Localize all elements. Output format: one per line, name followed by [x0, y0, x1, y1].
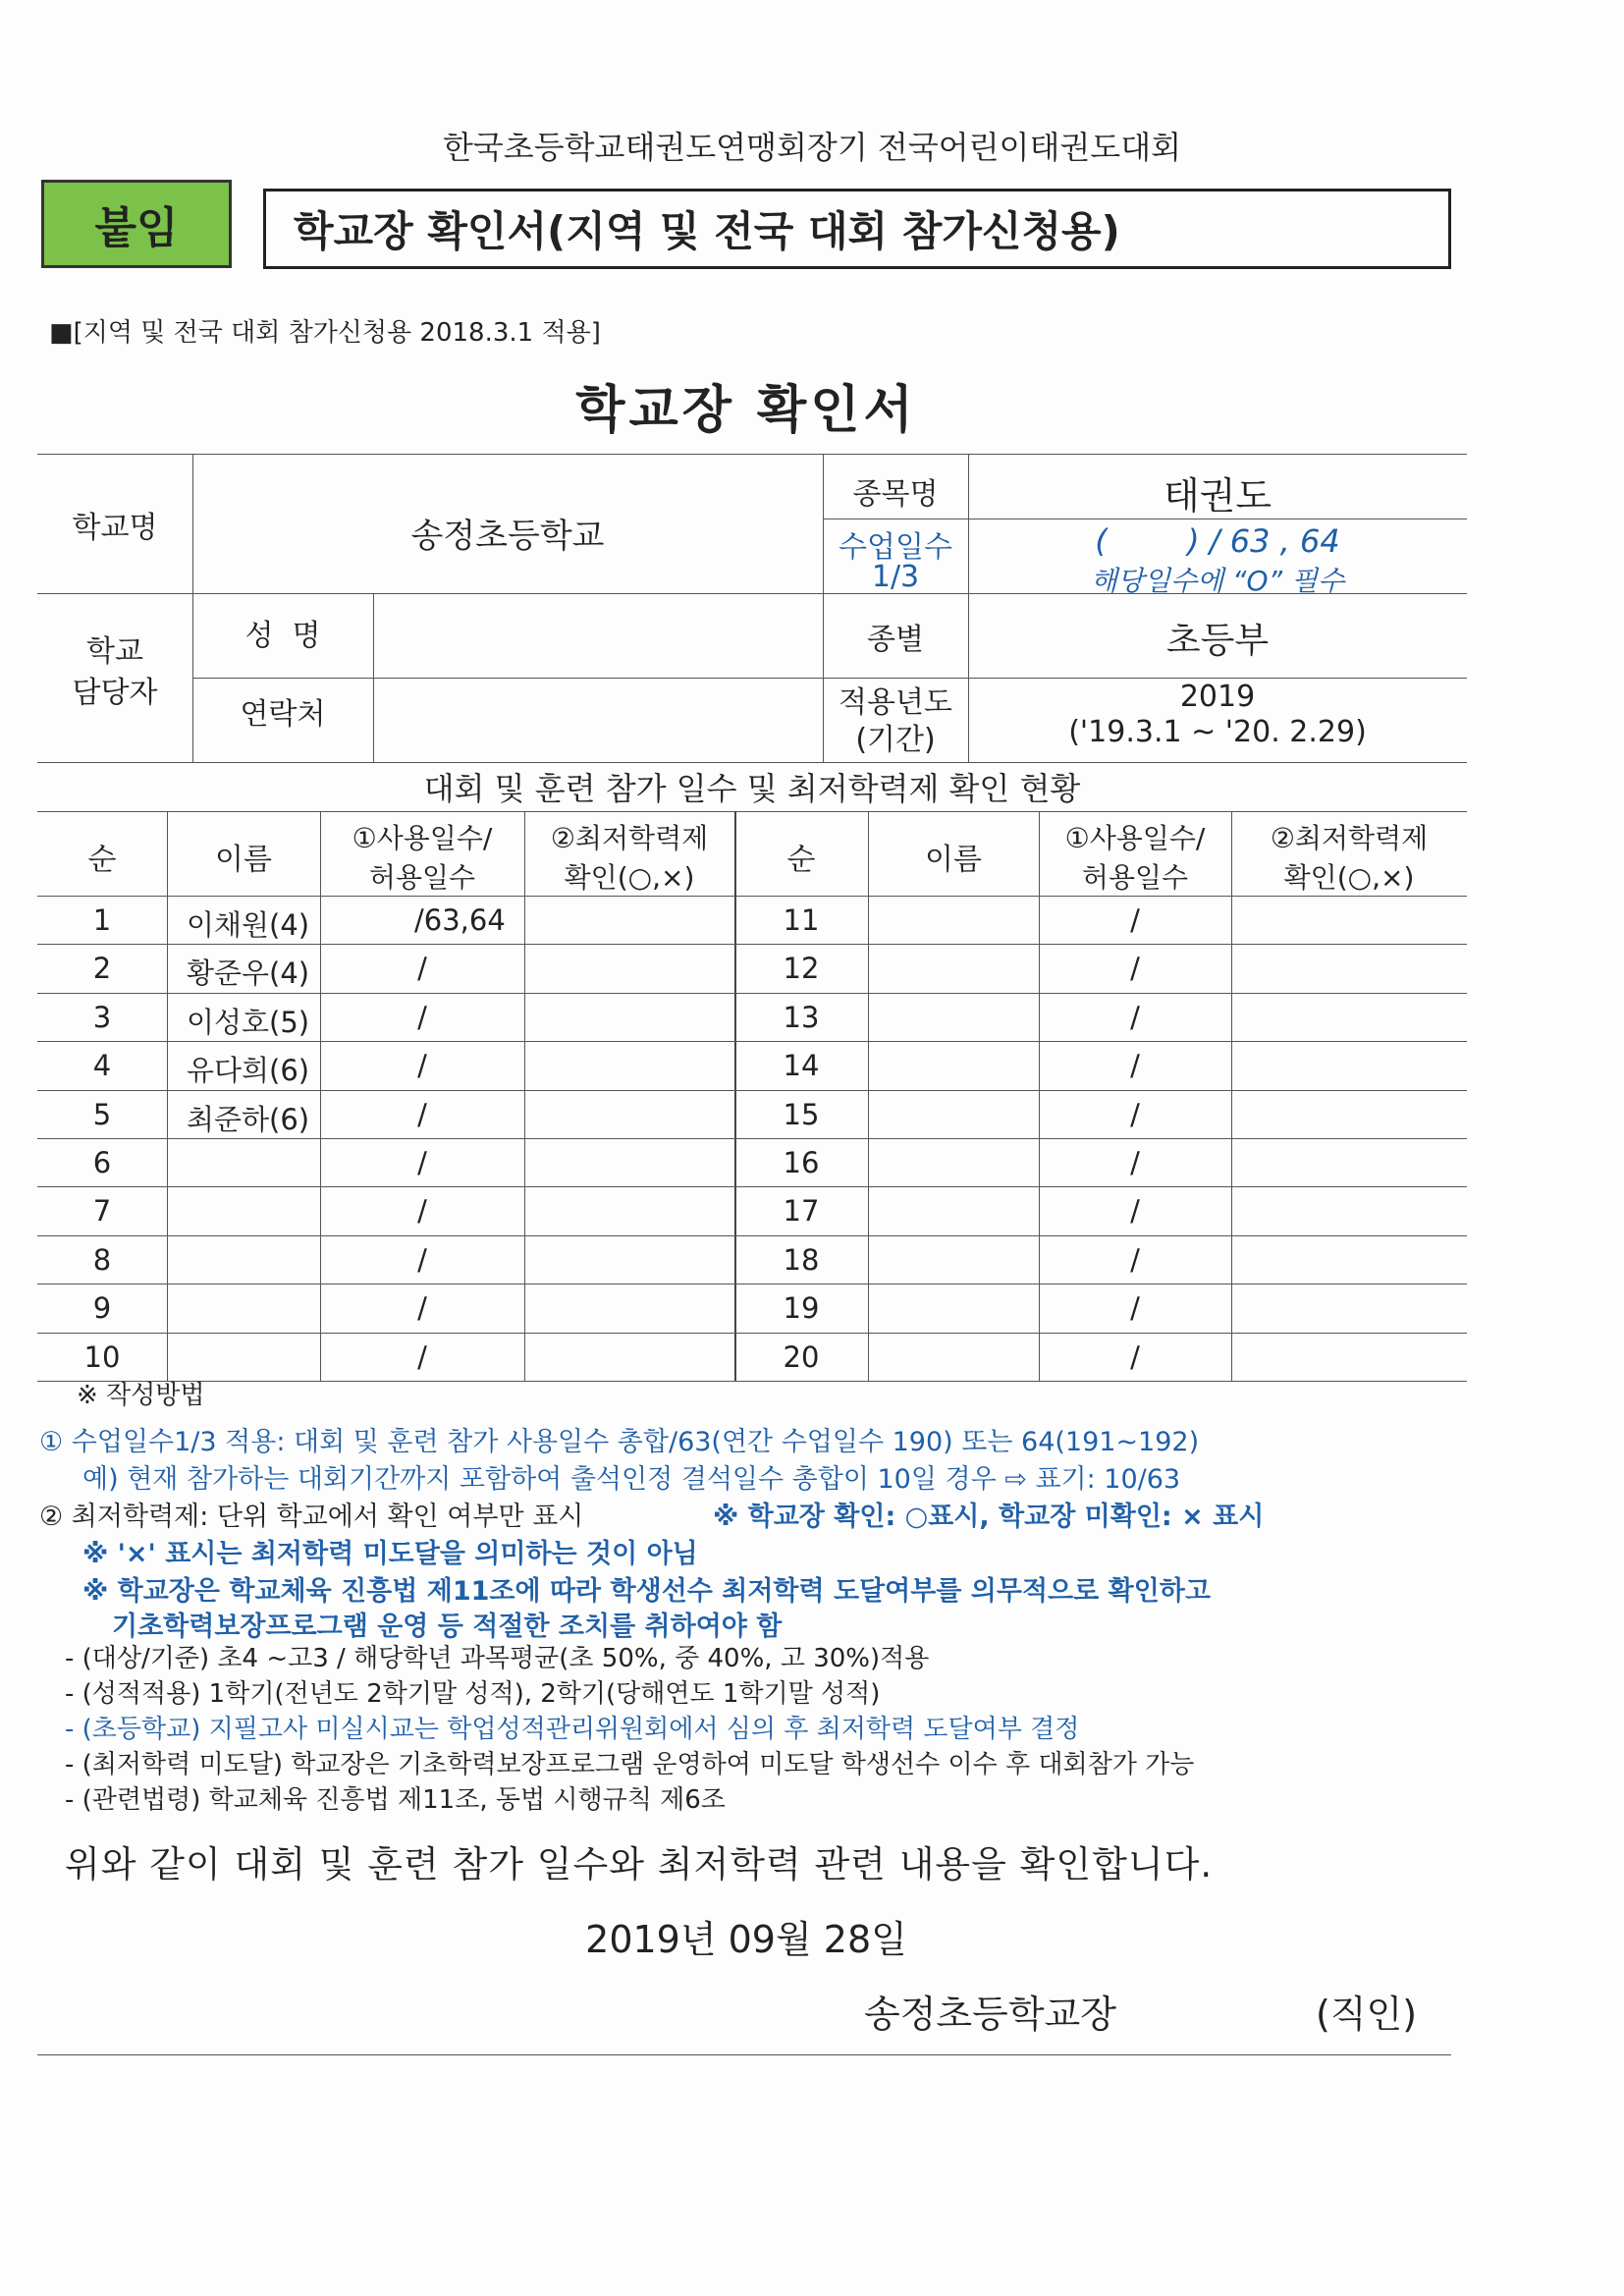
row-3-name[interactable]: 이성호(5) [187, 1005, 310, 1039]
period-value[interactable]: ('19.3.1 ~ '20. 2.29) [1068, 715, 1367, 749]
seal-label: (직인) [1316, 1993, 1418, 2036]
confirm-date: 2019년 09월 28일 [585, 1918, 907, 1961]
contact-label-line1: 학교 [86, 634, 143, 669]
note-2-line2: ※ 학교장 확인: ○표시, 학교장 미확인: × 표시 [713, 1502, 1265, 1532]
row-7-no: 7 [92, 1194, 112, 1229]
row-18-no: 18 [783, 1242, 820, 1277]
note-2-line1: ② 최저학력제: 단위 학교에서 확인 여부만 표시 [39, 1502, 584, 1532]
signer-name: 송정초등학교장 [864, 1993, 1116, 2036]
row-2-name[interactable]: 황준우(4) [187, 957, 310, 991]
row-13-no: 13 [783, 1000, 820, 1034]
row-19-no: 19 [783, 1291, 820, 1326]
header-min-right-1: ②최저학력제 [1270, 822, 1429, 854]
contact-name-label: 성 명 [244, 619, 321, 653]
row-5-name[interactable]: 최준하(6) [187, 1102, 310, 1136]
status-title: 대회 및 훈련 참가 일수 및 최저학력제 확인 현황 [423, 770, 1081, 807]
detail-1: - (대상/기준) 초4 ~고3 / 해당학년 과목평균(초 50%, 중 40%, 고 30%)적용 [65, 1644, 930, 1673]
row-20-no: 20 [783, 1339, 820, 1374]
header-no-left: 순 [87, 843, 117, 877]
row-19-days[interactable]: / [1130, 1291, 1140, 1326]
class-days-fraction: 1/3 [871, 560, 920, 594]
year-value[interactable]: 2019 [1179, 680, 1256, 714]
row-14-days[interactable]: / [1130, 1049, 1140, 1083]
row-11-days[interactable]: / [1130, 903, 1140, 937]
detail-2: - (성적적용) 1학기(전년도 2학기말 성적), 2학기(당해연도 1학기말 성적) [65, 1679, 881, 1709]
row-12-days[interactable]: / [1130, 952, 1140, 986]
form-subtitle: ■[지역 및 전국 대회 참가신청용 2018.3.1 적용] [49, 318, 601, 348]
header-days-right-1: ①사용일수/ [1064, 822, 1206, 854]
row-14-no: 14 [783, 1049, 820, 1083]
class-days-note: 해당일수에 “O” 필수 [1090, 565, 1345, 597]
row-15-no: 15 [783, 1097, 820, 1131]
detail-4: - (최저학력 미도달) 학교장은 기초학력보장프로그램 운영하여 미도달 학생선수 이수 후 대회참가 가능 [65, 1750, 1195, 1779]
header-no-right: 순 [786, 843, 816, 877]
school-name-label: 학교명 [72, 511, 158, 545]
row-2-no: 2 [92, 952, 112, 986]
row-10-days[interactable]: / [417, 1339, 427, 1374]
year-label-line2: (기간) [855, 723, 936, 757]
attachment-tag: 붙임 [41, 180, 232, 268]
detail-3: - (초등학교) 지필고사 미실시교는 학업성적관리위원회에서 심의 후 최저학력 도달여부 결정 [65, 1715, 1080, 1744]
detail-5: - (관련법령) 학교체육 진흥법 제11조, 동법 시행규칙 제6조 [65, 1785, 726, 1815]
class-days-label: 수업일수 [839, 530, 952, 565]
row-1-days[interactable]: /63,64 [414, 903, 506, 937]
contact-phone-label: 연락처 [240, 697, 326, 732]
note-1-line2: 예) 현재 참가하는 대회기간까지 포함하여 출석인정 결석일수 총합이 10일 경우 ⇨ 표기: 10/63 [82, 1464, 1181, 1495]
header-min-right-2: 확인(○,×) [1283, 861, 1415, 894]
note-1-line1: ① 수업일수1/3 적용: 대회 및 훈련 참가 사용일수 총합/63(연간 수업일수 190) 또는 64(191~192) [39, 1427, 1200, 1457]
class-days-value[interactable]: ( ) / 63 , 64 [1095, 522, 1340, 560]
header-min-left-2: 확인(○,×) [564, 861, 695, 894]
row-4-name[interactable]: 유다희(6) [187, 1054, 310, 1088]
event-title: 한국초등학교태권도연맹회장기 전국어린이태권도대회 [442, 129, 1182, 166]
note-4-line2: 기초학력보장프로그램 운영 등 적절한 조치를 취하여야 함 [112, 1612, 783, 1642]
row-17-no: 17 [783, 1194, 820, 1229]
confirm-statement: 위와 같이 대회 및 훈련 참가 일수와 최저학력 관련 내용을 확인합니다. [65, 1843, 1214, 1886]
header-min-left-1: ②최저학력제 [550, 822, 709, 854]
note-4-line1: ※ 학교장은 학교체육 진흥법 제11조에 따라 학생선수 최저학력 도달여부를 의무적으로 확인하고 [82, 1576, 1211, 1607]
row-8-no: 8 [92, 1242, 112, 1277]
event-value[interactable]: 태권도 [1163, 474, 1272, 518]
row-9-days[interactable]: / [417, 1291, 427, 1326]
header-days-left-2: 허용일수 [368, 861, 476, 894]
row-1-no: 1 [92, 903, 112, 937]
header-name-left: 이름 [215, 843, 272, 877]
note-3: ※ '×' 표시는 최저학력 미도달을 의미하는 것이 아님 [82, 1539, 698, 1569]
notes-heading: ※ 작성방법 [77, 1381, 205, 1410]
row-13-days[interactable]: / [1130, 1000, 1140, 1034]
row-12-no: 12 [783, 952, 820, 986]
row-5-days[interactable]: / [417, 1097, 427, 1131]
division-value[interactable]: 초등부 [1165, 621, 1270, 661]
contact-label-line2: 담당자 [72, 676, 158, 710]
row-1-name[interactable]: 이채원(4) [187, 908, 310, 942]
row-15-days[interactable]: / [1130, 1097, 1140, 1131]
division-label: 종별 [867, 623, 924, 657]
row-16-days[interactable]: / [1130, 1146, 1140, 1179]
header-name-right: 이름 [925, 843, 982, 877]
form-title: 학교장 확인서(지역 및 전국 대회 참가신청용) [263, 189, 1451, 269]
event-label: 종목명 [852, 477, 939, 512]
row-3-no: 3 [92, 1000, 112, 1034]
row-16-no: 16 [783, 1146, 820, 1179]
row-3-days[interactable]: / [417, 1000, 427, 1034]
row-9-no: 9 [92, 1291, 112, 1326]
row-17-days[interactable]: / [1130, 1194, 1140, 1229]
row-2-days[interactable]: / [417, 952, 427, 986]
row-11-no: 11 [783, 903, 820, 937]
row-8-days[interactable]: / [417, 1242, 427, 1277]
row-7-days[interactable]: / [417, 1194, 427, 1229]
row-5-no: 5 [92, 1097, 112, 1131]
row-10-no: 10 [83, 1339, 121, 1374]
row-4-days[interactable]: / [417, 1049, 427, 1083]
school-name-value[interactable]: 송정초등학교 [410, 517, 605, 556]
row-4-no: 4 [92, 1049, 112, 1083]
row-20-days[interactable]: / [1130, 1339, 1140, 1374]
year-label-line1: 적용년도 [839, 685, 952, 720]
row-6-no: 6 [92, 1146, 112, 1179]
row-6-days[interactable]: / [417, 1146, 427, 1179]
header-days-left-1: ①사용일수/ [352, 822, 493, 854]
header-days-right-2: 허용일수 [1081, 861, 1189, 894]
document-title: 학교장 확인서 [575, 381, 917, 440]
row-18-days[interactable]: / [1130, 1242, 1140, 1277]
